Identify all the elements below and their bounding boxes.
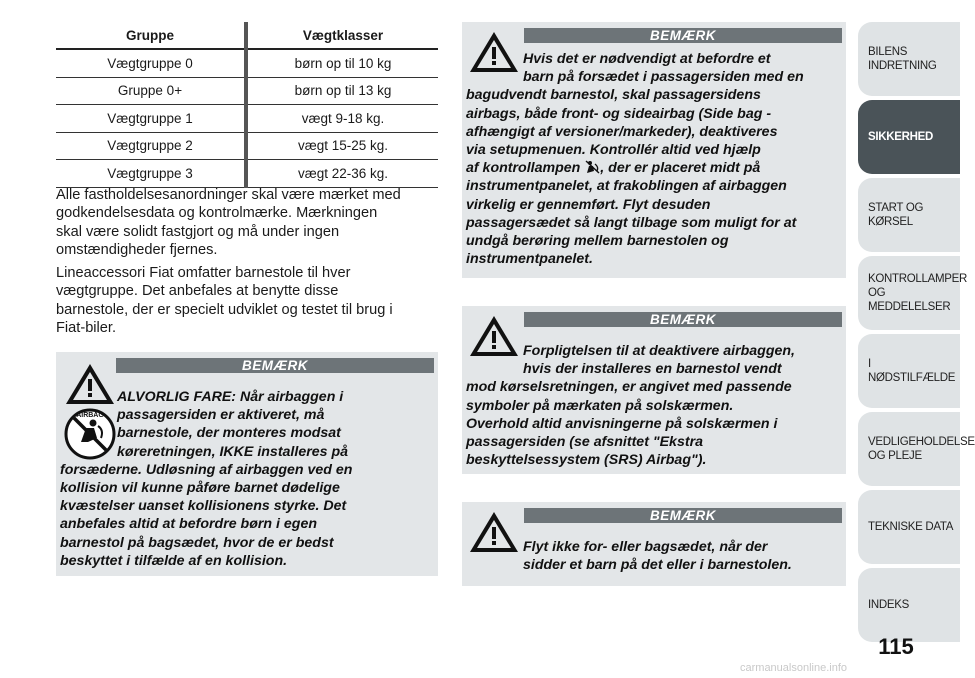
text-line: mod kørselsretningen, er angivet med passende: [466, 379, 792, 396]
text-line: vægtgruppe. Det anbefales at benytte disse: [56, 283, 339, 300]
text-line: barnestole, der monteres modsat: [117, 425, 341, 442]
tab-sikkerhed[interactable]: [858, 100, 960, 174]
note-heading: BEMÆRK: [524, 28, 842, 43]
note-heading: BEMÆRK: [524, 312, 842, 327]
table-cell-weight: vægt 9-18 kg.: [246, 105, 438, 133]
tab-vedligeholdelse[interactable]: [858, 412, 975, 486]
table-cell-group: Vægtgruppe 1: [56, 105, 246, 133]
text-line: beskyttelsessystem (SRS) Airbag").: [466, 452, 707, 469]
text-line: omstændigheder fjernes.: [56, 242, 218, 259]
text-segment: af kontrollampen: [466, 160, 581, 177]
text-line: bagudvendt barnestol, skal passagersidens: [466, 87, 761, 104]
tab-label: VEDLIGEHOLDELSE OG PLEJE: [868, 436, 975, 462]
text-line: passagersædet så langt tilbage som muligt for at: [466, 214, 797, 231]
table-cell-group: Gruppe 0+: [56, 77, 246, 105]
text-line: forsæderne. Udløsning af airbaggen ved en: [60, 461, 353, 478]
tab-start-og-korsel[interactable]: [858, 178, 960, 252]
tab-label: TEKNISKE DATA: [868, 521, 954, 533]
table-cell-weight: vægt 15-25 kg.: [246, 132, 438, 160]
tab-kontrollamper[interactable]: [858, 256, 967, 330]
tab-label: BILENS INDRETNING: [868, 46, 937, 72]
text-line: Hvis det er nødvendigt at befordre et: [523, 51, 771, 67]
note-text: [466, 342, 844, 469]
note-box-airbag-danger: [56, 352, 438, 576]
text-line: via setupmenuen. Kontrollér altid ved hjælp: [466, 142, 761, 159]
tab-indeks[interactable]: [858, 568, 960, 642]
text-line: afhængigt af versioner/markeder), deaktiveres: [466, 123, 778, 140]
note-box-deactivate-airbag: [462, 22, 846, 278]
note-text: [466, 538, 844, 574]
text-line: Forpligtelsen til at deaktivere airbaggen,: [523, 343, 796, 359]
tab-label: I NØDSTILFÆLDE: [868, 358, 956, 384]
note-box-sunvisor-symbols: [462, 306, 846, 474]
column-header-group: Gruppe: [56, 22, 246, 49]
table-row: [56, 49, 438, 77]
tab-label: INDEKS: [868, 599, 910, 611]
table-row: [56, 160, 438, 188]
text-line: sidder et barn på det eller i barnestolen.: [523, 557, 792, 574]
text-line: hvis der installeres en barnestol vendt: [523, 361, 782, 378]
text-line: airbags, både front- og sideairbag (Side bag -: [466, 105, 772, 122]
note-box-seat-movement: [462, 502, 846, 586]
text-line: anbefales altid at befordre børn i egen: [60, 516, 318, 533]
airbag-off-lamp-icon: [584, 160, 600, 174]
text-line: barnestol på bagsædet, hvor de er bedst: [60, 534, 334, 551]
text-line: [466, 159, 844, 177]
text-line: virkelig er gennemført. Flyt desuden: [466, 196, 711, 213]
text-line: instrumentpanelet, at frakoblingen af airbaggen: [466, 178, 787, 195]
svg-text:AIRBAG: AIRBAG: [76, 412, 104, 419]
text-line: symboler på mærkaten på solskærmen.: [466, 397, 734, 414]
table-cell-group: Vægtgruppe 3: [56, 160, 246, 188]
table-cell-weight: børn op til 13 kg: [246, 77, 438, 105]
text-line: beskyttet i tilfælde af en kollision.: [60, 552, 288, 569]
text-line: skal være solidt fastgjort og må under ingen: [56, 223, 340, 240]
tab-label: SIKKERHED: [868, 131, 934, 143]
note-heading: BEMÆRK: [116, 358, 434, 373]
note-heading: BEMÆRK: [524, 508, 842, 523]
tab-label: KONTROLLAMPER OG MEDDELELSER: [868, 273, 967, 313]
paragraph-marking: [56, 186, 440, 260]
tab-bilens-indretning[interactable]: [858, 22, 960, 96]
table-row: [56, 132, 438, 160]
text-line: Lineaccessori Fiat omfatter barnestole til hver: [56, 265, 351, 281]
text-line: Alle fastholdelsesanordninger skal være mærket med: [56, 187, 401, 203]
table-cell-group: Vægtgruppe 0: [56, 49, 246, 77]
note-text: [466, 50, 844, 268]
column-header-weight: Vægtklasser: [246, 22, 438, 49]
text-line: barn på forsædet i passagersiden med en: [523, 69, 804, 86]
text-line: passagersiden (se afsnittet "Ekstra: [466, 434, 703, 451]
table-cell-weight: vægt 22-36 kg.: [246, 160, 438, 188]
text-line: Overhold altid anvisningerne på solskærmen i: [466, 415, 778, 432]
tab-label: START OG KØRSEL: [868, 202, 924, 228]
text-line: kollision vil kunne påføre barnet dødelige: [60, 480, 340, 497]
text-line: køreretningen, IKKE installeres på: [117, 443, 349, 460]
paragraph-lineaccessori: [56, 264, 440, 338]
text-line: godkendelsesdata og kontrolmærke. Mærkningen: [56, 205, 378, 222]
text-line: Fiat-biler.: [56, 320, 117, 337]
text-segment: , der er placeret midt på: [600, 160, 761, 177]
watermark: carmanualsonline.info: [740, 662, 848, 674]
table-row: [56, 105, 438, 133]
table-header-row: [56, 22, 438, 49]
text-line: kvæstelser uanset kollisionens styrke. Det: [60, 498, 347, 515]
tab-i-nodstilfaelde[interactable]: [858, 334, 960, 408]
text-line: undgå berøring mellem barnestolen og: [466, 233, 729, 250]
text-line: instrumentpanelet.: [466, 251, 593, 268]
table-cell-weight: børn op til 10 kg: [246, 49, 438, 77]
page-number: 115: [878, 634, 914, 659]
weight-class-table: [56, 22, 438, 188]
table-cell-group: Vægtgruppe 2: [56, 132, 246, 160]
text-line: barnestole, der er specielt udviklet og testet til brug i: [56, 301, 393, 318]
text-line: ALVORLIG FARE: Når airbaggen i: [117, 389, 344, 405]
note-text: [60, 388, 436, 570]
text-line: Flyt ikke for- eller bagsædet, når der: [523, 539, 768, 555]
tab-tekniske-data[interactable]: [858, 490, 960, 564]
text-line: passagersiden er aktiveret, må: [117, 407, 325, 424]
table-row: [56, 77, 438, 105]
